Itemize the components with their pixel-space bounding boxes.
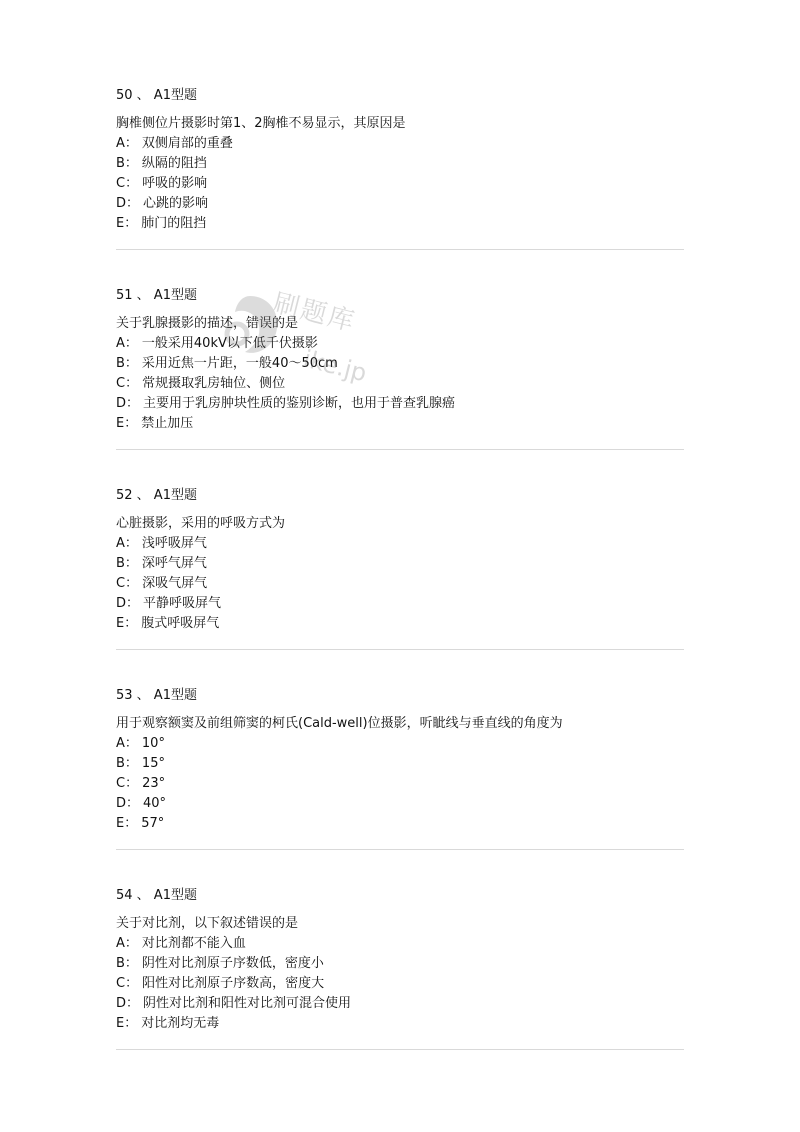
option-text: 浅呼吸屏气 [141, 536, 207, 551]
option-letter: B： [116, 356, 138, 371]
option-d [116, 994, 686, 1014]
option-e [116, 214, 686, 234]
option-text: 阳性对比剂原子序数高，密度大 [142, 976, 325, 991]
option-letter: A： [116, 736, 138, 751]
divider [116, 649, 684, 650]
option-e [116, 1014, 686, 1034]
option-text: 一般采用40kV以下低千伏摄影 [141, 336, 318, 351]
option-c [116, 974, 686, 994]
option-letter: D： [116, 196, 140, 211]
option-letter: A： [116, 536, 138, 551]
option-letter: C： [116, 976, 139, 991]
option-letter: C： [116, 576, 139, 591]
option-letter: C： [116, 776, 139, 791]
question-stem: 用于观察额窦及前组筛窦的柯氏(Cald-well)位摄影，听眦线与垂直线的角度为 [116, 716, 563, 731]
option-text: 对比剂都不能入血 [141, 936, 246, 951]
option-e [116, 814, 686, 834]
option-a [116, 334, 686, 354]
option-letter: A： [116, 336, 138, 351]
watermark-text-cn: 刷题库 [270, 288, 359, 338]
option-text: 平静呼吸屏气 [143, 596, 222, 611]
divider [116, 849, 684, 850]
option-letter: E： [116, 1016, 138, 1031]
divider [116, 449, 684, 450]
option-a [116, 934, 686, 954]
option-c [116, 374, 686, 394]
option-letter: E： [116, 816, 138, 831]
divider [116, 249, 684, 250]
option-text: 40° [143, 796, 167, 811]
option-text: 对比剂均无毒 [141, 1016, 220, 1031]
question-header: 51 、 A1型题 [116, 288, 197, 303]
option-d [116, 794, 686, 814]
option-letter: B： [116, 156, 138, 171]
option-a [116, 534, 686, 554]
option-e [116, 614, 686, 634]
option-c [116, 174, 686, 194]
question-53 [116, 686, 686, 834]
option-b [116, 754, 686, 774]
question-stem: 关于乳腺摄影的描述，错误的是 [116, 316, 299, 331]
option-c [116, 574, 686, 594]
option-letter: D： [116, 596, 140, 611]
option-text: 腹式呼吸屏气 [141, 616, 220, 631]
question-stem: 关于对比剂，以下叙述错误的是 [116, 916, 299, 931]
question-54 [116, 886, 686, 1034]
option-b [116, 554, 686, 574]
option-a [116, 134, 686, 154]
option-text: 心跳的影响 [143, 196, 209, 211]
question-50 [116, 86, 686, 234]
question-stem: 胸椎侧位片摄影时第1、2胸椎不易显示，其原因是 [116, 116, 406, 131]
option-d [116, 194, 686, 214]
option-letter: A： [116, 936, 138, 951]
option-text: 10° [141, 736, 165, 751]
option-letter: A： [116, 136, 138, 151]
option-letter: D： [116, 996, 140, 1011]
option-letter: E： [116, 616, 138, 631]
option-letter: D： [116, 796, 140, 811]
option-text: 禁止加压 [141, 416, 194, 431]
question-header: 54 、 A1型题 [116, 888, 197, 903]
watermark-text-en: ike.jp [300, 344, 370, 388]
option-e [116, 414, 686, 434]
option-letter: E： [116, 416, 138, 431]
option-c [116, 774, 686, 794]
option-letter: B： [116, 956, 138, 971]
option-text: 阴性对比剂原子序数低，密度小 [141, 956, 324, 971]
option-letter: B： [116, 556, 138, 571]
option-text: 深吸气屏气 [142, 576, 208, 591]
option-letter: E： [116, 216, 138, 231]
option-b [116, 954, 686, 974]
question-header: 52 、 A1型题 [116, 488, 197, 503]
option-text: 采用近焦一片距，一般40～50cm [141, 356, 338, 371]
option-text: 双侧肩部的重叠 [141, 136, 233, 151]
option-letter: C： [116, 376, 139, 391]
question-52 [116, 486, 686, 634]
option-text: 阴性对比剂和阳性对比剂可混合使用 [143, 996, 352, 1011]
option-text: 常规摄取乳房轴位、侧位 [142, 376, 286, 391]
option-d [116, 594, 686, 614]
question-header: 50 、 A1型题 [116, 88, 197, 103]
option-text: 纵隔的阻挡 [141, 156, 207, 171]
option-text: 呼吸的影响 [142, 176, 208, 191]
option-text: 23° [142, 776, 166, 791]
option-b [116, 354, 686, 374]
option-text: 15° [141, 756, 165, 771]
question-stem: 心脏摄影，采用的呼吸方式为 [116, 516, 286, 531]
option-letter: B： [116, 756, 138, 771]
option-text: 肺门的阻挡 [141, 216, 207, 231]
option-letter: C： [116, 176, 139, 191]
option-a [116, 734, 686, 754]
option-d [116, 394, 686, 414]
option-text: 主要用于乳房肿块性质的鉴别诊断，也用于普查乳腺癌 [143, 396, 456, 411]
option-text: 57° [141, 816, 165, 831]
option-b [116, 154, 686, 174]
option-text: 深呼气屏气 [141, 556, 207, 571]
question-51 [116, 286, 686, 434]
option-letter: D： [116, 396, 140, 411]
divider [116, 1049, 684, 1050]
question-header: 53 、 A1型题 [116, 688, 197, 703]
